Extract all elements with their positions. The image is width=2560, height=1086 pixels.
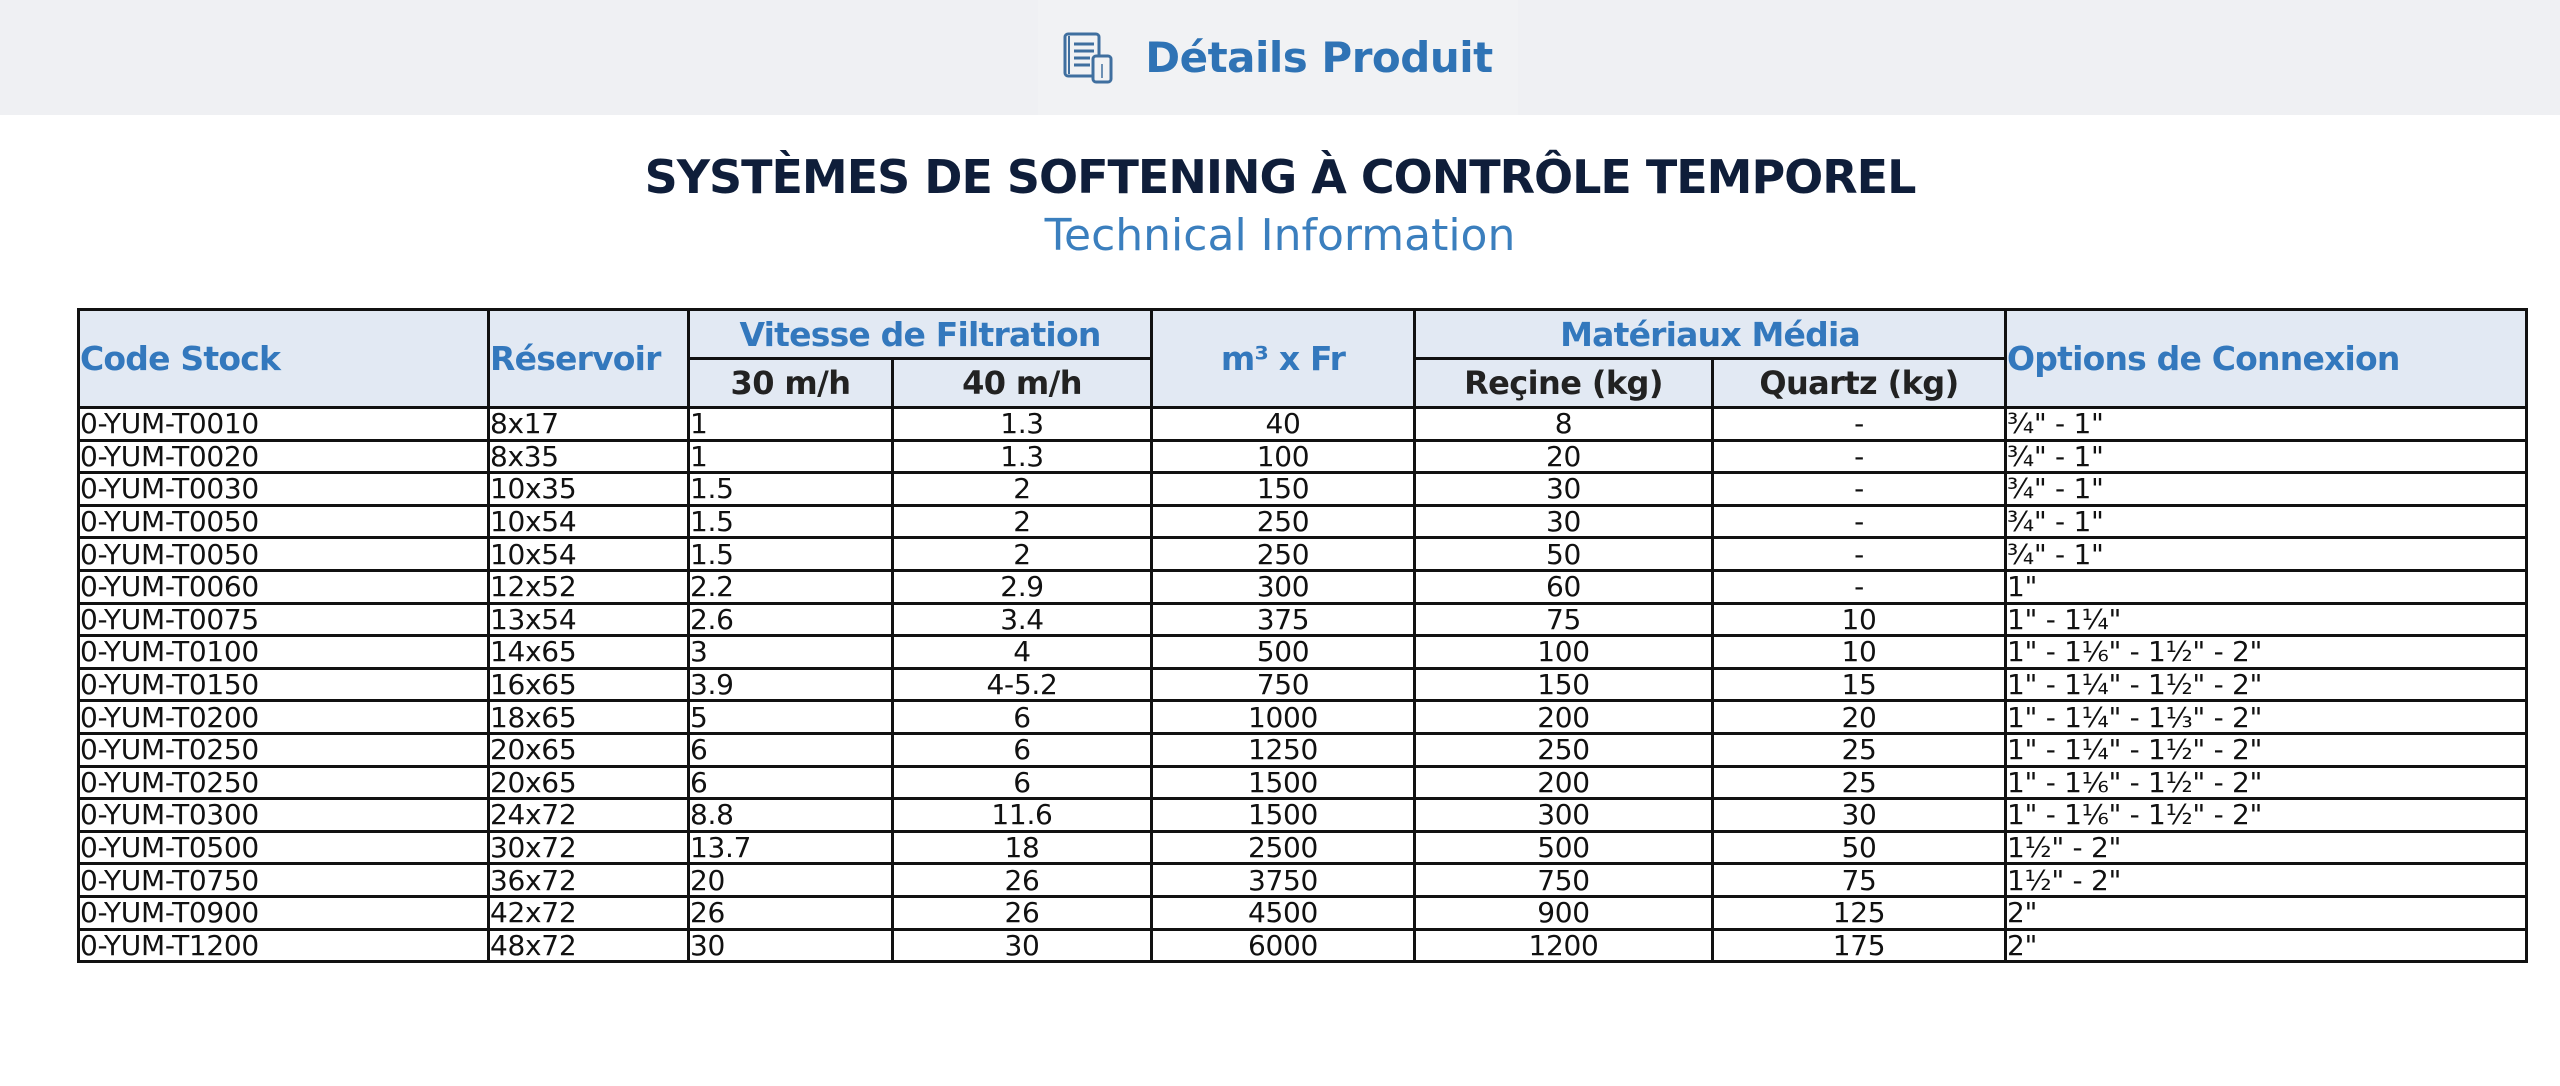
cell-volume: 500 bbox=[1152, 636, 1415, 669]
cell-quartz: 25 bbox=[1713, 733, 2006, 766]
cell-connection: ¾" - 1" bbox=[2006, 473, 2527, 506]
cell-resin: 60 bbox=[1415, 570, 1713, 603]
top-bar bbox=[0, 0, 2560, 115]
table-row bbox=[79, 473, 2527, 506]
cell-volume: 100 bbox=[1152, 440, 1415, 473]
cell-reservoir: 8x35 bbox=[489, 440, 689, 473]
table-row bbox=[79, 505, 2527, 538]
cell-code: 0-YUM-T0100 bbox=[79, 636, 489, 669]
col-group-media: Matériaux Média bbox=[1415, 310, 2006, 359]
cell-f30: 3.9 bbox=[689, 668, 893, 701]
cell-reservoir: 10x54 bbox=[489, 505, 689, 538]
cell-resin: 30 bbox=[1415, 505, 1713, 538]
cell-reservoir: 8x17 bbox=[489, 408, 689, 441]
cell-f30: 1 bbox=[689, 440, 893, 473]
cell-f40: 1.3 bbox=[893, 440, 1152, 473]
cell-f40: 2.9 bbox=[893, 570, 1152, 603]
cell-code: 0-YUM-T0150 bbox=[79, 668, 489, 701]
document-icon bbox=[1063, 32, 1115, 84]
cell-code: 0-YUM-T0200 bbox=[79, 701, 489, 734]
cell-reservoir: 13x54 bbox=[489, 603, 689, 636]
cell-quartz: 10 bbox=[1713, 636, 2006, 669]
cell-connection: 1" - 1¼" - 1⅓" - 2" bbox=[2006, 701, 2527, 734]
spec-table bbox=[77, 308, 2528, 963]
cell-code: 0-YUM-T0030 bbox=[79, 473, 489, 506]
cell-quartz: 10 bbox=[1713, 603, 2006, 636]
cell-connection: ¾" - 1" bbox=[2006, 538, 2527, 571]
cell-reservoir: 12x52 bbox=[489, 570, 689, 603]
cell-f30: 6 bbox=[689, 766, 893, 799]
cell-resin: 1200 bbox=[1415, 929, 1713, 962]
table-row bbox=[79, 831, 2527, 864]
cell-resin: 75 bbox=[1415, 603, 1713, 636]
col-header-40mh: 40 m/h bbox=[893, 359, 1152, 408]
table-row bbox=[79, 603, 2527, 636]
col-group-filtration: Vitesse de Filtration bbox=[689, 310, 1152, 359]
cell-f40: 18 bbox=[893, 831, 1152, 864]
cell-reservoir: 48x72 bbox=[489, 929, 689, 962]
cell-f30: 2.2 bbox=[689, 570, 893, 603]
cell-reservoir: 24x72 bbox=[489, 799, 689, 832]
table-row bbox=[79, 929, 2527, 962]
cell-connection: 1" - 1¼" - 1½" - 2" bbox=[2006, 733, 2527, 766]
cell-f40: 6 bbox=[893, 766, 1152, 799]
cell-f40: 30 bbox=[893, 929, 1152, 962]
col-header-code: Code Stock bbox=[79, 310, 489, 408]
cell-f30: 5 bbox=[689, 701, 893, 734]
cell-reservoir: 30x72 bbox=[489, 831, 689, 864]
col-header-resin: Reçine (kg) bbox=[1415, 359, 1713, 408]
cell-volume: 150 bbox=[1152, 473, 1415, 506]
cell-resin: 30 bbox=[1415, 473, 1713, 506]
top-bar-title: Détails Produit bbox=[1145, 33, 1493, 82]
cell-volume: 40 bbox=[1152, 408, 1415, 441]
cell-volume: 300 bbox=[1152, 570, 1415, 603]
col-header-quartz: Quartz (kg) bbox=[1713, 359, 2006, 408]
cell-f40: 1.3 bbox=[893, 408, 1152, 441]
cell-connection: 1" - 1⅙" - 1½" - 2" bbox=[2006, 799, 2527, 832]
cell-reservoir: 14x65 bbox=[489, 636, 689, 669]
cell-connection: 1½" - 2" bbox=[2006, 831, 2527, 864]
table-row bbox=[79, 538, 2527, 571]
cell-f30: 8.8 bbox=[689, 799, 893, 832]
cell-code: 0-YUM-T0500 bbox=[79, 831, 489, 864]
cell-code: 0-YUM-T0075 bbox=[79, 603, 489, 636]
col-header-volume: m³ x Fr bbox=[1152, 310, 1415, 408]
cell-reservoir: 10x54 bbox=[489, 538, 689, 571]
col-header-connection: Options de Connexion bbox=[2006, 310, 2527, 408]
table-row bbox=[79, 864, 2527, 897]
cell-quartz: 20 bbox=[1713, 701, 2006, 734]
col-header-30mh: 30 m/h bbox=[689, 359, 893, 408]
cell-code: 0-YUM-T0250 bbox=[79, 766, 489, 799]
cell-code: 0-YUM-T0050 bbox=[79, 538, 489, 571]
cell-f40: 4 bbox=[893, 636, 1152, 669]
cell-resin: 200 bbox=[1415, 766, 1713, 799]
cell-resin: 20 bbox=[1415, 440, 1713, 473]
cell-volume: 4500 bbox=[1152, 896, 1415, 929]
cell-f40: 26 bbox=[893, 896, 1152, 929]
cell-quartz: 15 bbox=[1713, 668, 2006, 701]
cell-resin: 900 bbox=[1415, 896, 1713, 929]
cell-quartz: 30 bbox=[1713, 799, 2006, 832]
cell-f30: 3 bbox=[689, 636, 893, 669]
cell-connection: ¾" - 1" bbox=[2006, 505, 2527, 538]
cell-f40: 11.6 bbox=[893, 799, 1152, 832]
cell-volume: 1250 bbox=[1152, 733, 1415, 766]
cell-code: 0-YUM-T1200 bbox=[79, 929, 489, 962]
cell-volume: 6000 bbox=[1152, 929, 1415, 962]
cell-f40: 6 bbox=[893, 701, 1152, 734]
cell-reservoir: 20x65 bbox=[489, 733, 689, 766]
cell-f30: 6 bbox=[689, 733, 893, 766]
cell-quartz: 25 bbox=[1713, 766, 2006, 799]
cell-f30: 26 bbox=[689, 896, 893, 929]
table-row bbox=[79, 733, 2527, 766]
cell-f40: 2 bbox=[893, 505, 1152, 538]
cell-f40: 2 bbox=[893, 538, 1152, 571]
table-row bbox=[79, 570, 2527, 603]
cell-f30: 13.7 bbox=[689, 831, 893, 864]
cell-volume: 750 bbox=[1152, 668, 1415, 701]
cell-volume: 250 bbox=[1152, 538, 1415, 571]
cell-code: 0-YUM-T0050 bbox=[79, 505, 489, 538]
table-row bbox=[79, 440, 2527, 473]
cell-quartz: - bbox=[1713, 570, 2006, 603]
cell-resin: 300 bbox=[1415, 799, 1713, 832]
cell-resin: 500 bbox=[1415, 831, 1713, 864]
cell-f30: 30 bbox=[689, 929, 893, 962]
col-header-reservoir: Réservoir bbox=[489, 310, 689, 408]
page-title: SYSTÈMES DE SOFTENING À CONTRÔLE TEMPOREL bbox=[644, 150, 1916, 204]
cell-connection: ¾" - 1" bbox=[2006, 408, 2527, 441]
cell-volume: 3750 bbox=[1152, 864, 1415, 897]
cell-reservoir: 36x72 bbox=[489, 864, 689, 897]
cell-f40: 26 bbox=[893, 864, 1152, 897]
cell-connection: 2" bbox=[2006, 896, 2527, 929]
cell-code: 0-YUM-T0750 bbox=[79, 864, 489, 897]
table-row bbox=[79, 799, 2527, 832]
cell-resin: 8 bbox=[1415, 408, 1713, 441]
cell-code: 0-YUM-T0020 bbox=[79, 440, 489, 473]
cell-code: 0-YUM-T0900 bbox=[79, 896, 489, 929]
cell-quartz: - bbox=[1713, 440, 2006, 473]
cell-quartz: 75 bbox=[1713, 864, 2006, 897]
cell-connection: 2" bbox=[2006, 929, 2527, 962]
cell-connection: 1½" - 2" bbox=[2006, 864, 2527, 897]
cell-f40: 6 bbox=[893, 733, 1152, 766]
cell-quartz: - bbox=[1713, 505, 2006, 538]
cell-resin: 200 bbox=[1415, 701, 1713, 734]
cell-volume: 1000 bbox=[1152, 701, 1415, 734]
table-row bbox=[79, 701, 2527, 734]
cell-reservoir: 18x65 bbox=[489, 701, 689, 734]
cell-connection: 1" - 1¼" bbox=[2006, 603, 2527, 636]
cell-f30: 1 bbox=[689, 408, 893, 441]
cell-f40: 4-5.2 bbox=[893, 668, 1152, 701]
cell-connection: ¾" - 1" bbox=[2006, 440, 2527, 473]
cell-reservoir: 42x72 bbox=[489, 896, 689, 929]
cell-f30: 1.5 bbox=[689, 505, 893, 538]
cell-f30: 2.6 bbox=[689, 603, 893, 636]
cell-reservoir: 20x65 bbox=[489, 766, 689, 799]
cell-volume: 2500 bbox=[1152, 831, 1415, 864]
top-bar-heading bbox=[1038, 0, 1518, 115]
cell-code: 0-YUM-T0250 bbox=[79, 733, 489, 766]
cell-f30: 20 bbox=[689, 864, 893, 897]
cell-quartz: 50 bbox=[1713, 831, 2006, 864]
cell-code: 0-YUM-T0010 bbox=[79, 408, 489, 441]
cell-reservoir: 16x65 bbox=[489, 668, 689, 701]
cell-connection: 1" bbox=[2006, 570, 2527, 603]
cell-f40: 2 bbox=[893, 473, 1152, 506]
cell-volume: 1500 bbox=[1152, 799, 1415, 832]
cell-volume: 375 bbox=[1152, 603, 1415, 636]
cell-reservoir: 10x35 bbox=[489, 473, 689, 506]
table-row bbox=[79, 668, 2527, 701]
cell-f30: 1.5 bbox=[689, 473, 893, 506]
table-row bbox=[79, 766, 2527, 799]
table-row bbox=[79, 636, 2527, 669]
cell-resin: 150 bbox=[1415, 668, 1713, 701]
cell-resin: 50 bbox=[1415, 538, 1713, 571]
cell-quartz: - bbox=[1713, 538, 2006, 571]
page-subtitle: Technical Information bbox=[1044, 210, 1516, 261]
cell-code: 0-YUM-T0060 bbox=[79, 570, 489, 603]
cell-connection: 1" - 1⅙" - 1½" - 2" bbox=[2006, 636, 2527, 669]
cell-resin: 250 bbox=[1415, 733, 1713, 766]
cell-resin: 750 bbox=[1415, 864, 1713, 897]
cell-f30: 1.5 bbox=[689, 538, 893, 571]
table-row bbox=[79, 408, 2527, 441]
cell-connection: 1" - 1⅙" - 1½" - 2" bbox=[2006, 766, 2527, 799]
cell-quartz: - bbox=[1713, 473, 2006, 506]
cell-volume: 250 bbox=[1152, 505, 1415, 538]
cell-volume: 1500 bbox=[1152, 766, 1415, 799]
cell-resin: 100 bbox=[1415, 636, 1713, 669]
cell-code: 0-YUM-T0300 bbox=[79, 799, 489, 832]
table-row bbox=[79, 896, 2527, 929]
cell-f40: 3.4 bbox=[893, 603, 1152, 636]
cell-quartz: 175 bbox=[1713, 929, 2006, 962]
cell-quartz: 125 bbox=[1713, 896, 2006, 929]
cell-quartz: - bbox=[1713, 408, 2006, 441]
cell-connection: 1" - 1¼" - 1½" - 2" bbox=[2006, 668, 2527, 701]
